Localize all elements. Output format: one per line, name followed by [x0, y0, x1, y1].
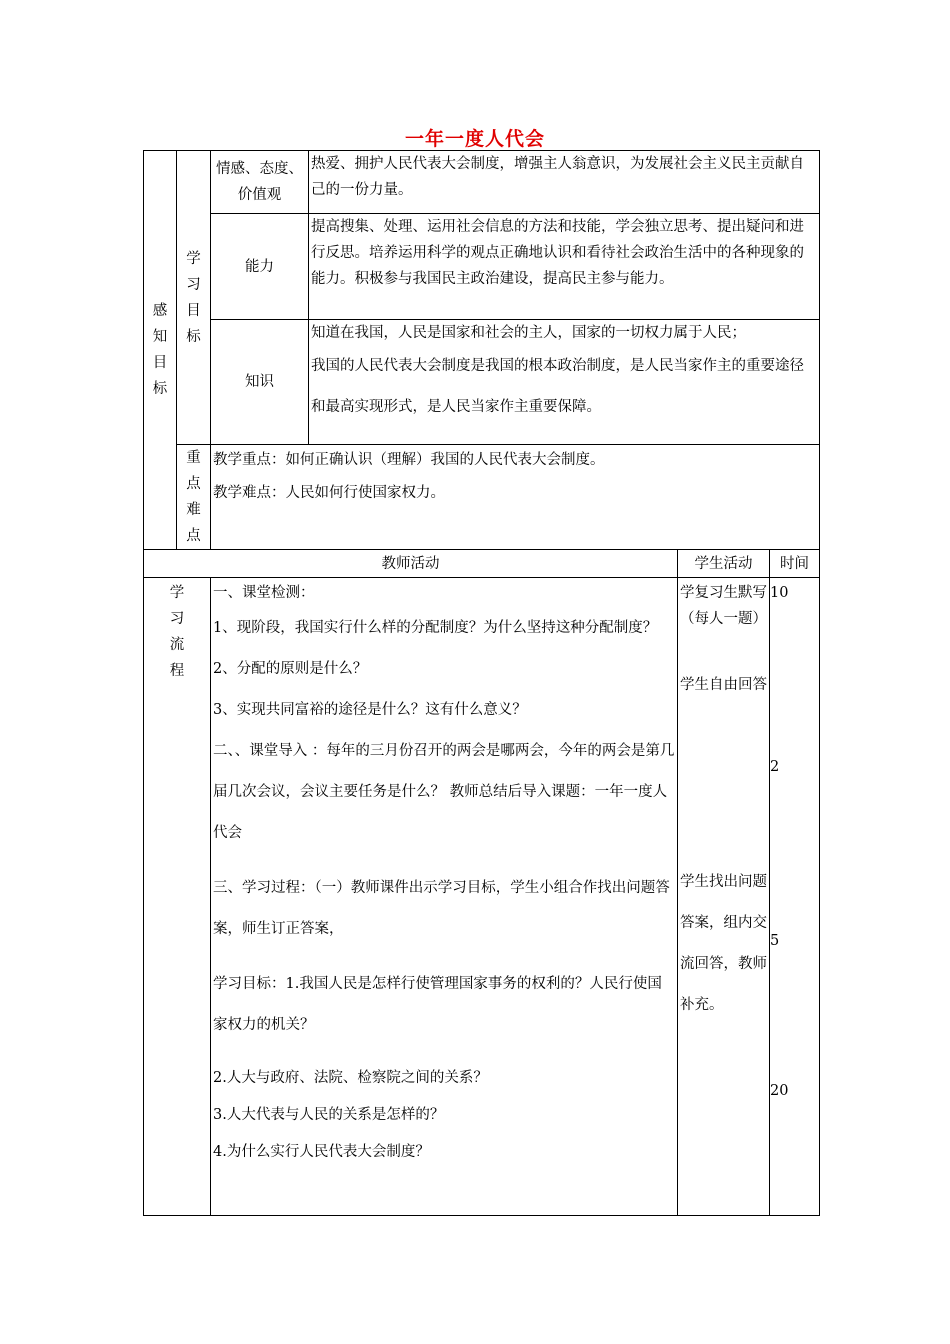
process-label-cell [144, 578, 211, 1216]
lesson-plan-table [143, 150, 820, 1216]
key-points-content [211, 445, 820, 550]
teacher-line: 1、现阶段，我国实行什么样的分配制度？为什么坚持这种分配制度？ [213, 620, 658, 636]
objective-label: 能力 [211, 214, 309, 320]
student-line: 学复习生默写（每人一题） [680, 585, 767, 627]
time-content [770, 578, 820, 1216]
objective-row-ability [144, 214, 820, 320]
page-title: 一年一度人代会 [404, 128, 545, 150]
teacher-line: 一、课堂检测： [213, 585, 315, 601]
process-header-row [144, 550, 820, 578]
learning-label: 学习目标 [186, 250, 201, 345]
teacher-line: 4.为什么实行人民代表大会制度？ [213, 1144, 430, 1160]
objective-line: 热爱、拥护人民代表大会制度，增强主人翁意识，为发展社会主义民主贡献自己的一份力量。 [311, 156, 804, 198]
time-value: 20 [770, 1083, 789, 1099]
teacher-line: 3、实现共同富裕的途径是什么？这有什么意义？ [213, 702, 527, 718]
teacher-activity-header: 教师活动 [144, 550, 678, 578]
teacher-line: 2.人大与政府、法院、检察院之间的关系？ [213, 1070, 488, 1086]
time-header: 时间 [770, 550, 820, 578]
objective-label: 知识 [211, 320, 309, 445]
student-activity-content [678, 578, 770, 1216]
teacher-line: 二、、课堂导入 ：每年的三月份召开的两会是哪两会，今年的两会是第几届几次会议，会议主要任务是什么？ 教师总结后导入课题：一年一度人代会 [213, 743, 675, 841]
objective-line: 我国的人民代表大会制度是我国的根本政治制度，是人民当家作主的重要途径和最高实现形式，是人民当家作主重要保障。 [311, 358, 804, 415]
objective-line: 知道在我国，人民是国家和社会的主人，国家的一切权力属于人民； [311, 325, 746, 341]
time-value: 2 [770, 759, 780, 775]
objective-content [309, 151, 820, 214]
process-label: 学习流程 [169, 585, 185, 679]
objective-content [309, 320, 820, 445]
student-line: 学生自由回答 [680, 677, 767, 693]
key-label: 重点难点 [186, 450, 201, 544]
section-label: 感知目标 [152, 303, 168, 397]
objective-row-knowledge [144, 320, 820, 445]
teacher-line: 2、分配的原则是什么？ [213, 661, 368, 677]
learning-label-cell [177, 151, 211, 445]
objective-row-emotion [144, 151, 820, 214]
objective-label: 情感、态度、价值观 [211, 151, 309, 214]
objective-line: 提高搜集、处理、运用社会信息的方法和技能，学会独立思考、提出疑问和进行反思。培养运用科学的观点正确地认识和看待社会政治生活中的各种现象的能力。积极参与我国民主政治建设，提高民主参与能力。 [311, 219, 804, 287]
time-value: 5 [770, 933, 780, 949]
key-label-cell [177, 445, 211, 550]
section-label-cell [144, 151, 177, 550]
teacher-line: 学习目标：1.我国人民是怎样行使管理国家事务的权利的？人民行使国家权力的机关？ [213, 976, 662, 1033]
teacher-activity-content [211, 578, 678, 1216]
time-value: 10 [770, 585, 789, 601]
student-activity-header: 学生活动 [678, 550, 770, 578]
teacher-line: 3.人大代表与人民的关系是怎样的？ [213, 1107, 445, 1123]
student-line: 学生找出问题答案，组内交流回答，教师补充。 [680, 874, 767, 1013]
key-point: 教学重点：如何正确认识（理解）我国的人民代表大会制度。 [213, 452, 605, 468]
teacher-line: 三、学习过程：（一）教师课件出示学习目标，学生小组合作找出问题答案，师生订正答案， [213, 880, 670, 937]
process-row [144, 578, 820, 1216]
key-points-row [144, 445, 820, 550]
key-point: 教学难点：人民如何行使国家权力。 [213, 485, 445, 501]
objective-content [309, 214, 820, 320]
